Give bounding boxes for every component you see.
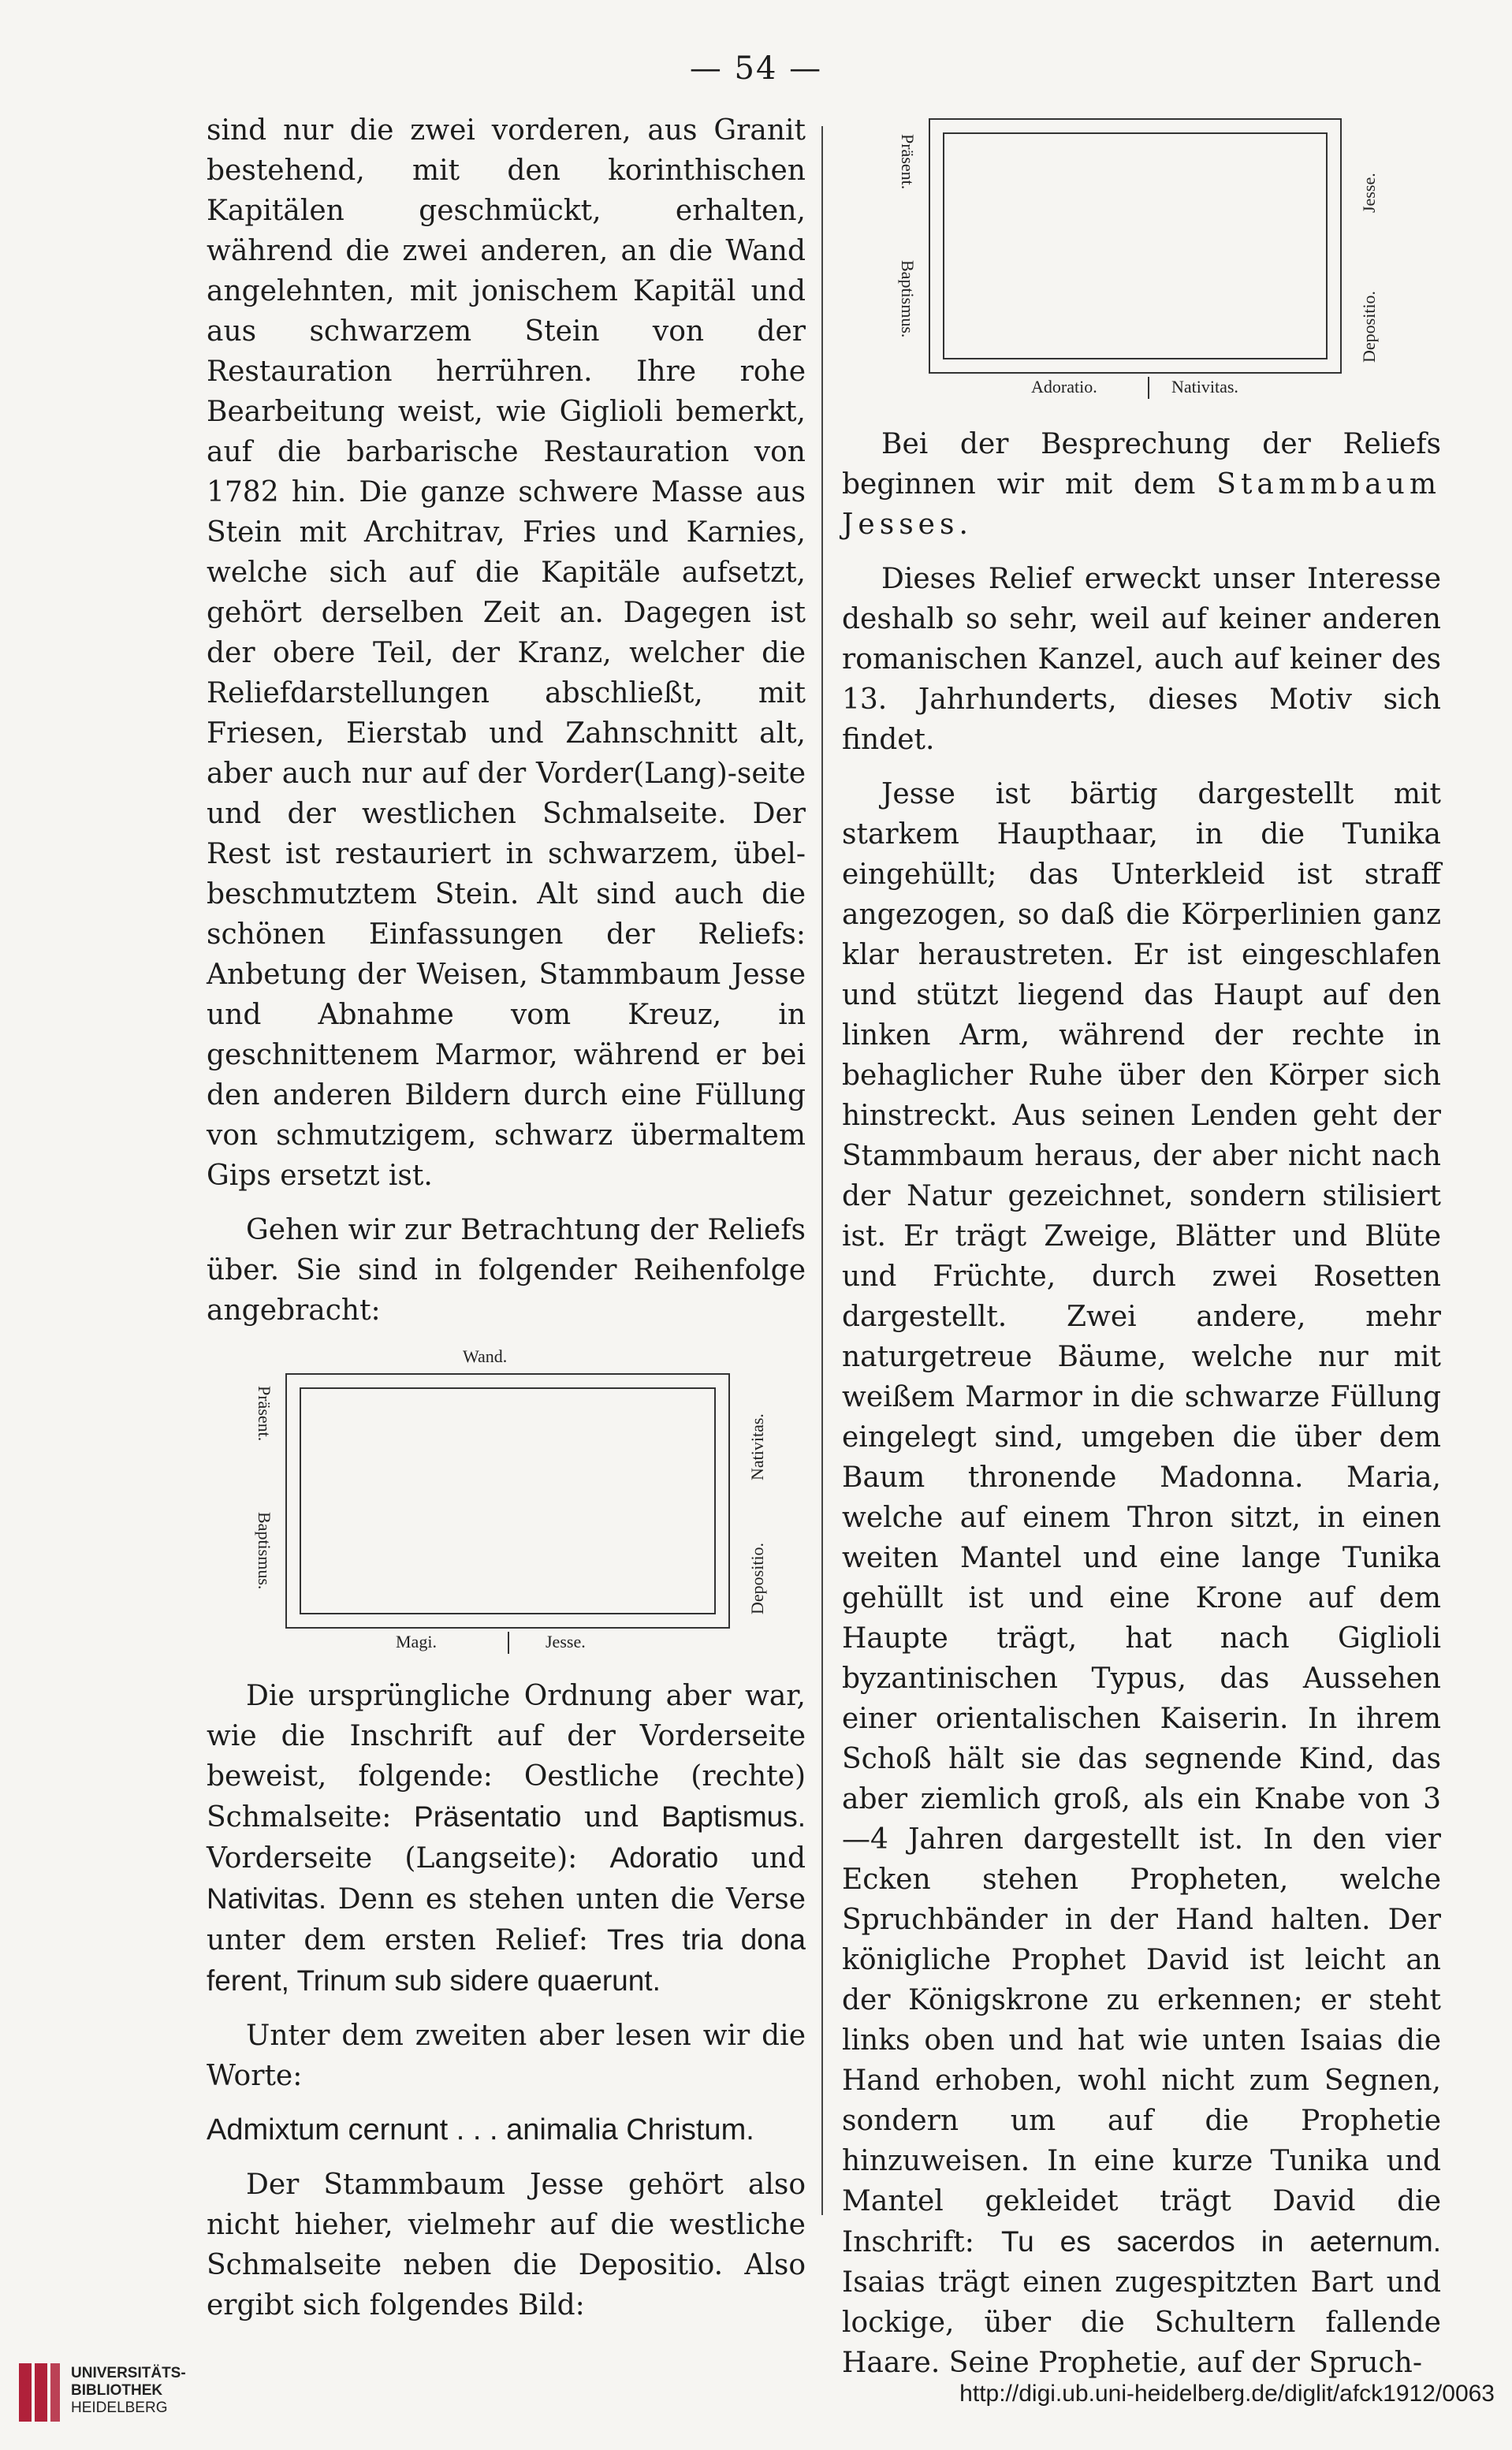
right-p3-text: Jesse ist bärtig dargestellt mit starkem Haupthaar, in die Tunika eingehüllt; das Unterkleid ist straff angezogen, so daß die Körperlinien ganz klar heraustreten. Er ist eingeschlafen und stützt liegend das Haupt auf den linken Arm, während der rechte in behaglicher Ruhe über den Körper sich hinstreckt. Aus seinen Lenden geht der Stammbaum heraus, der aber nicht nach der Natur gezeichnet, sondern stilisiert ist. Er trägt Zweige, Blätter und Blüte und Früchte, durch zwei Rosetten dargestellt. Zwei andere, mehr naturgetreue Bäume, welche nur mit weißem Marmor in die schwarze Füllung eingelegt sind, umgeben die über dem Baum thronende Madonna. Maria, welche auf einem Thron sitzt, in einen weiten Mantel und eine lange Tunika gehüllt ist und eine Krone auf dem Haupte trägt, hat nach Giglioli byzantinischen Typus, das Aussehen einer orientalischen Kaiserin. In ihrem Schoß hält sie das segnende Kind, das aber ziemlich groß, als ein Knabe von 3—4 Jahren dargestellt ist. In den vier Ecken stehen Propheten, welche Spruchbänder in der Hand halten. Der königliche Prophet David ist leicht an der Königskrone zu erkennen; er steht links oben und hat wie unten Isaias die Hand erhoben, wohl nicht zum Segnen, sondern um auf die Prophetie hinzuweisen. In eine kurze Tunika und Mantel gekleidet trägt David die Inschrift: [842, 778, 1441, 2258]
fig2-right-label-2: Depositio. [1359, 290, 1379, 363]
right-p1-spaced: Stammbaum Jesses. [842, 468, 1441, 541]
p3-latin-adoratio: Adoratio [609, 1841, 719, 1874]
logo-line-2: BIBLIOTHEK [71, 2382, 163, 2399]
left-column [207, 110, 806, 2340]
p3-latin-praesentatio: Präsentatio [414, 1800, 562, 1833]
fig2-left-label-1: Präsent. [898, 134, 918, 190]
right-p3-latin: Tu es sacerdos in aeternum. [1000, 2225, 1441, 2258]
fig1-right-label-2: Depositio. [747, 1542, 767, 1614]
right-paragraph-2: Dieses Relief erweckt unser Interesse deshalb so sehr, weil auf keiner anderen romanischen Kanzel, auch auf keiner des 13. Jahrhunderts, dieses Motiv sich findet. [842, 563, 1441, 756]
fig1-inner-frame [300, 1387, 716, 1614]
right-column [842, 110, 1441, 2397]
university-library-logo [16, 2357, 186, 2428]
left-paragraph-1: sind nur die zwei vorderen, aus Granit bestehend, mit den korinthischen Kapitälen geschmückt, erhalten, während die zwei anderen, an die Wand angelehnten, mit jonischem Kapitäl und aus schwarzem Stein von der Restauration herrühren. Ihre rohe Bearbeitung weist, wie Giglioli bemerkt, auf die barbarische Restauration von 1782 hin. Die ganze schwere Masse aus Stein mit Architrav, Fries und Karnies, welche sich auf die Kapitäle aufsetzt, gehört derselben Zeit an. Dagegen ist der obere Teil, der Kranz, welcher die Reliefdarstellungen abschließt, mit Friesen, Eierstab und Zahnschnitt alt, aber auch nur auf der Vorder(Lang)-seite und der westlichen Schmalseite. Der Rest ist restauriert in schwarzem, übel-beschmutztem Stein. Alt sind auch die schönen Einfassungen der Reliefs: Anbetung der Weisen, Stammbaum Jesse und Abnahme vom Kreuz, in geschnittenem Marmor, während er bei den anderen Bildern durch eine Füllung von schmutzigem, schwarz übermaltem Gips ersetzt ist. [207, 114, 806, 1192]
fig2-bottom-label-1: Adoratio. [1031, 377, 1097, 397]
p3-text-e: Vorderseite (Langseite): [207, 1842, 610, 1875]
fig1-bottom-label-1: Magi. [396, 1632, 437, 1651]
left-paragraph-2: Gehen wir zur Betrachtung der Reliefs über. Sie sind in folgender Reihenfolge angebracht: [207, 1214, 806, 1327]
relief-arrangement-figure-1 [207, 1346, 806, 1662]
fig1-left-label-2: Baptismus. [255, 1512, 274, 1590]
fig1-left-label-1: Präsent. [255, 1386, 274, 1442]
library-emblem-icon [16, 2357, 63, 2428]
left-paragraph-5: Der Stammbaum Jesse gehört also nicht hieher, vielmehr auf die westliche Schmalseite neben die Depositio. Also ergibt sich folgendes Bild: [207, 2169, 806, 2322]
fig1-right-label-1: Nativitas. [747, 1413, 767, 1480]
source-url-link[interactable]: http://digi.ub.uni-heidelberg.de/diglit/afck1912/0063 [959, 2381, 1495, 2407]
right-p3-end: Isaias trägt einen zugespitzten Bart und lockige, über die Schultern fallende Haare. Seine Prophetie, auf der Spruch- [842, 2266, 1441, 2379]
p3-text-g: und [718, 1842, 806, 1875]
fig2-right-label-1: Jesse. [1359, 173, 1379, 213]
left-paragraph-3 [207, 1676, 806, 2001]
p3-text-a: Die ursprüngliche Ordnung aber war, wie die Inschrift auf der Vorderseite beweist, folgende: Oestliche (rechte) Schmalseite: [207, 1680, 806, 1834]
latin-quote: Admixtum cernunt . . . animalia Christum. [207, 2113, 754, 2147]
relief-arrangement-figure-2 [842, 110, 1441, 410]
fig2-inner-frame [943, 132, 1328, 359]
page-number: — 54 — [689, 50, 823, 87]
fig1-bottom-separator [508, 1632, 509, 1654]
p3-text-i: Denn es stehen unten die Verse unter dem ersten Relief: [207, 1883, 806, 1957]
p3-latin-baptismus: Baptismus. [661, 1800, 806, 1833]
fig1-bottom-label-2: Jesse. [546, 1632, 586, 1651]
p3-text-c: und [561, 1801, 661, 1834]
left-paragraph-4: Unter dem zweiten aber lesen wir die Worte: [207, 2020, 806, 2092]
fig2-bottom-label-2: Nativitas. [1171, 377, 1238, 397]
fig2-bottom-separator [1148, 377, 1149, 399]
logo-line-3: HEIDELBERG [71, 2400, 168, 2416]
fig2-left-label-2: Baptismus. [898, 260, 918, 338]
column-divider [821, 126, 823, 2215]
right-paragraph-1 [842, 424, 1441, 545]
fig1-top-label: Wand. [463, 1346, 508, 1366]
p3-latin-nativitas: Nativitas. [207, 1882, 327, 1915]
p3-latin-verse: Tres tria dona ferent, Trinum sub sidere quaerunt. [207, 1923, 806, 1997]
right-p1-text: Bei der Besprechung der Reliefs beginnen wir mit dem [842, 428, 1441, 501]
right-paragraph-3 [842, 774, 1441, 2383]
logo-line-1: UNIVERSITÄTS- [71, 2365, 186, 2381]
